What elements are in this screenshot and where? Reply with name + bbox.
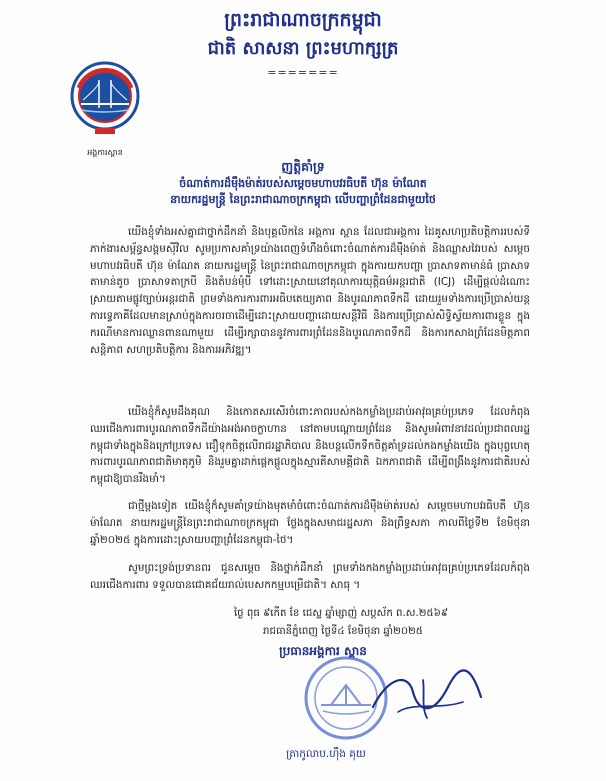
document-type: ញត្តិគាំទ្រ [281, 159, 325, 174]
national-motto: ជាតិ សាសនា ព្រះមហាក្សត្រ [207, 38, 399, 59]
header-divider: ======= [267, 66, 339, 79]
signer-title: ប្រធានអង្គការ ស្ពាន [279, 644, 367, 658]
kingdom-name: ព្រះរាជាណាចក្រកម្ពុជា [224, 9, 382, 31]
paragraph-reaffirm [90, 498, 530, 550]
signer-name: ត្រាកូលាប.ហ៊ឹង គុយ [286, 748, 366, 760]
paragraph-blessing [90, 560, 530, 596]
gregorian-date: រាជធានីភ្នំពេញ ថ្ងៃទី៤ ខែមិថុនា ឆ្នាំ២០២៥ [263, 626, 423, 637]
handwritten-signature [353, 652, 493, 732]
paragraph-support-text: យើងខ្ញុំទាំងអស់គ្នាជាថ្នាក់ដឹកនាំ និងបុគ្គលិកនៃ អង្គការ ស្ពាន ដែលជាអង្គការ ដៃគូសហប្រតិបត្តិការរបស់ទីភាក់ងារសម្ព័ន្ធសង្គមស៊ីវិល សូមប្រកាសគាំទ្រយ៉ាងពេញទំហឹងចំពោះចំណាត់ការដ៏ម៉ឺងម៉ាត់ និងឈ្លាសវៃរបស់ សម្តេចមហាបវរធិបតី ហ៊ុន ម៉ាណែត នាយករដ្ឋមន្ត្រី នៃព្រះរាជាណាចក្រកម្ពុជា ក្នុងការយកបញ្ហា ប្រាសាទតាមាន់ធំ ប្រាសាទតាមាន់តូច ប្រាសាទតាក្របី និងតំបន់មុំបី ទៅដោះស្រាយនៅតុលាការយុត្តិធម៌អន្តរជាតិ (ICJ) ដើម្បីផ្តល់ដំណោះស្រាយតាមផ្លូវច្បាប់អន្តរជាតិ ព្រមទាំងការការពារអធិបតេយ្យភាព និងបូរណភាពទឹកដី ដោយរួមទាំងការប្រើប្រាស់យន្តការទ្វេភាគីដែលមានស្រាប់ក្នុងការចរចាដើម្បីដោះស្រាយបញ្ហាដោយសន្តិវិធី និងការប្រើប្រាស់សិទ្ធិស្វ័យការពារខ្លួន ក្នុងករណីមានការឈ្លានពានណាមួយ ដើម្បីរក្សាបាននូវការពារព្រំដែននិងបូរណភាពទឹកដី និងការកសាងព្រំដែនមិត្តភាព សន្តិភាព សហប្រតិបត្តិការ និងការអភិវឌ្ឍ។ [90, 226, 530, 356]
paragraph-support [90, 224, 530, 394]
paragraph-reaffirm-text: ជាថ្មីម្តងទៀត យើងខ្ញុំក៏សូមគាំទ្រយ៉ាងមុតមាំចំពោះចំណាត់ការដ៏ម៉ឺងម៉ាត់របស់ សម្តេចមហាបវរធិបតី ហ៊ុន ម៉ាណែត នាយករដ្ឋមន្ត្រីនៃព្រះរាជាណាចក្រកម្ពុជា ថ្លែងក្នុងសមាជរដ្ឋសភា និងព្រឹទ្ធសភា កាលពីថ្ងៃទី២ ខែមិថុនា ឆ្នាំ២០២៥ ក្នុងការដោះស្រាយបញ្ហាព្រំដែនកម្ពុជា-ថៃ។ [90, 500, 530, 546]
document-title-line2: នាយករដ្ឋមន្ត្រី នៃព្រះរាជាណាចក្រកម្ពុជា លើបញ្ហាព្រំដែនជាមួយថៃ [170, 193, 436, 206]
paragraph-gratitude [90, 404, 530, 490]
paragraph-blessing-text: សូមព្រះទ្រង់ប្រទានពរ ជូនសម្តេច និងថ្នាក់ដឹកនាំ ព្រមទាំងកងកម្លាំងប្រដាប់អាវុធគ្រប់ប្រភេទដែលកំពុងឈរជើងការពារ ទទួលបានជោគជ័យរាល់បេសកកម្មបម្រើជាតិ។ សាធុ ។ [90, 562, 530, 591]
organization-logo [69, 60, 141, 144]
paragraph-gratitude-text: យើងខ្ញុំក៏សូមដឹងគុណ និងកោតសរសើរចំពោះភាពរបស់កងកម្លាំងប្រដាប់អាវុធគ្រប់ប្រភេទ ដែលកំពុងឈរជើងការពារបូរណភាពទឹកដីយ៉ាងអង់អាចក្លាហាន នៅតាមបណ្តោយព្រំដែន និងសូមអំពាវនាវដល់ប្រជាពលរដ្ឋកម្ពុជាទាំងក្នុងនិងក្រៅប្រទេស ជឿទុកចិត្តលើរាជរដ្ឋាភិបាល និងបន្តលើកទឹកចិត្តគាំទ្រដល់កងកម្លាំងយើង ក្នុងបុព្វហេតុការពារបូរណភាពជាតិមាតុភូមិ និងរួមគ្នាដាក់ផ្តេកផ្តួលក្នុងស្មារតីសាមគ្គីជាតិ ឯកភាពជាតិ ដើម្បីពង្រឹងនូវការជាតិរបស់កម្ពុជាឱ្យបានរឹងមាំ។ [90, 406, 530, 486]
logo-caption: អង្គការស្ពាន [87, 148, 123, 157]
document-title-line1: ចំណាត់ការដ៏ម៉ឺងម៉ាត់របស់សម្តេចមហាបវរធិបតី ហ៊ុន ម៉ាណែត [179, 177, 427, 190]
lunar-date: ថ្ងៃ ពុធ ៩កើត ខែ ជេស្ឋ ឆ្នាំម្សាញ់ សប្តស័ក ព.ស.២៥៦៩ [233, 608, 449, 619]
